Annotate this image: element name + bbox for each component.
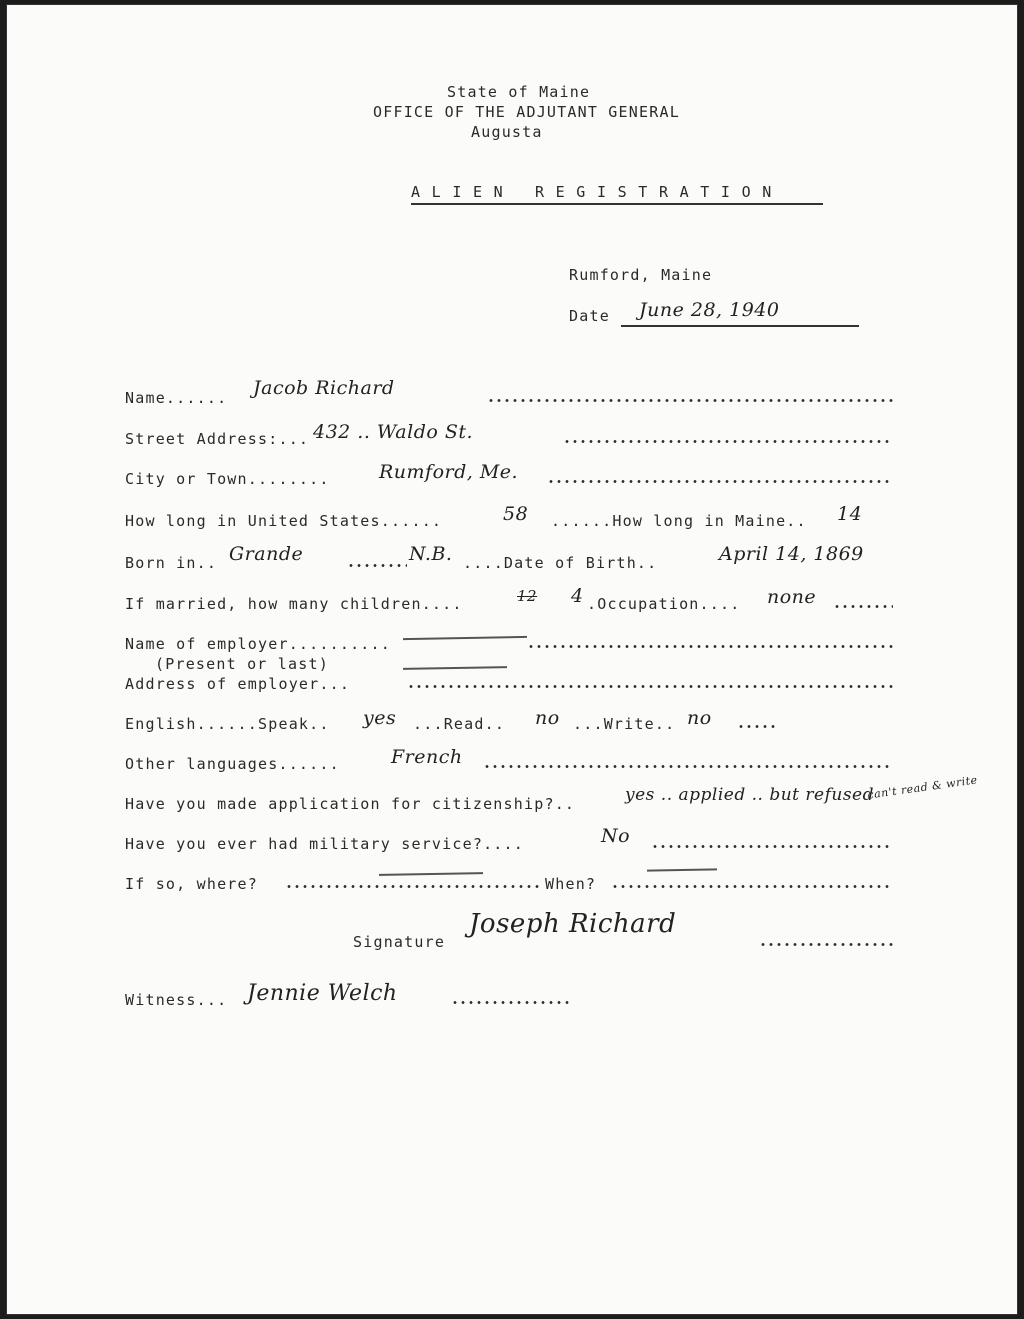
other-languages-dotted-line <box>483 765 893 768</box>
english-speak-value: yes <box>363 707 397 729</box>
employer-pen-dash <box>403 636 527 640</box>
date-underline <box>621 325 859 327</box>
military-label: Have you ever had military service?.... <box>125 835 524 853</box>
english-write-label: ...Write.. <box>573 715 676 733</box>
how-long-us-value: 58 <box>503 503 529 525</box>
location-text: Rumford, Maine <box>569 266 713 284</box>
dob-value: April 14, 1869 <box>719 543 864 565</box>
name-label: Name...... <box>125 389 228 407</box>
registration-form-page <box>6 4 1018 1315</box>
city-dotted-line <box>547 480 893 483</box>
english-read-label: ...Read.. <box>413 715 506 733</box>
how-long-maine-label: ......How long in Maine.. <box>551 512 807 530</box>
name-dotted-line <box>487 399 893 402</box>
city-label: City or Town........ <box>125 470 330 488</box>
english-write-value: no <box>687 707 712 729</box>
employer-address-dotted-line <box>407 685 893 688</box>
military-value: No <box>601 825 631 847</box>
date-label: Date <box>569 307 610 325</box>
header-state: State of Maine <box>447 83 591 101</box>
employer-address-pen-dash <box>403 666 507 669</box>
signature-value: Joseph Richard <box>469 909 677 939</box>
header-city: Augusta <box>471 123 543 141</box>
when-pen-dash <box>647 868 717 871</box>
born-in-value: Grande <box>229 543 304 565</box>
witness-value: Jennie Welch <box>247 981 398 1006</box>
children-value: 4 <box>571 585 584 607</box>
children-label: If married, how many children.... <box>125 595 463 613</box>
date-value: June 28, 1940 <box>639 299 780 321</box>
dob-label: ....Date of Birth.. <box>463 554 658 572</box>
signature-dotted-line <box>759 943 893 946</box>
english-dotted-line <box>737 725 775 728</box>
street-value: 432 .. Waldo St. <box>313 421 474 443</box>
employer-address-label: Address of employer... <box>125 675 351 693</box>
when-label: When? <box>545 875 597 893</box>
english-label: English......Speak.. <box>125 715 330 733</box>
other-languages-value: French <box>391 746 463 768</box>
english-read-value: no <box>535 707 560 729</box>
street-label: Street Address:... <box>125 430 310 448</box>
other-languages-label: Other languages...... <box>125 755 340 773</box>
occupation-value: none <box>767 586 817 608</box>
name-value: Jacob Richard <box>253 377 395 399</box>
children-struck-value: 12 <box>517 587 538 605</box>
employer-sublabel: (Present or last) <box>155 655 329 673</box>
witness-label: Witness... <box>125 991 228 1009</box>
how-long-maine-value: 14 <box>837 503 863 525</box>
street-dotted-line <box>563 440 893 443</box>
when-dotted-line <box>611 885 893 888</box>
born-in-province: N.B. <box>409 543 453 565</box>
employer-dotted-line <box>527 645 893 648</box>
military-dotted-line <box>651 845 893 848</box>
citizenship-label: Have you made application for citizenship?.. <box>125 795 576 813</box>
citizenship-value: yes .. applied .. but refused <box>625 785 874 805</box>
how-long-us-label: How long in United States...... <box>125 512 443 530</box>
born-in-dotted-line <box>347 564 407 567</box>
header-office: OFFICE OF THE ADJUTANT GENERAL <box>373 103 680 121</box>
where-pen-dash <box>379 872 483 875</box>
citizenship-value-note: can't read & write <box>866 773 979 802</box>
where-dotted-line <box>285 885 541 888</box>
witness-dotted-line <box>451 1001 569 1004</box>
born-in-label: Born in.. <box>125 554 218 572</box>
where-label: If so, where? <box>125 875 258 893</box>
signature-label: Signature <box>353 933 446 951</box>
form-title-underline <box>411 203 823 205</box>
city-value: Rumford, Me. <box>379 461 519 483</box>
occupation-label: .Occupation.... <box>587 595 741 613</box>
form-title: A L I E N R E G I S T R A T I O N <box>411 183 773 201</box>
employer-label: Name of employer.......... <box>125 635 391 653</box>
occupation-dotted-line <box>833 605 893 608</box>
